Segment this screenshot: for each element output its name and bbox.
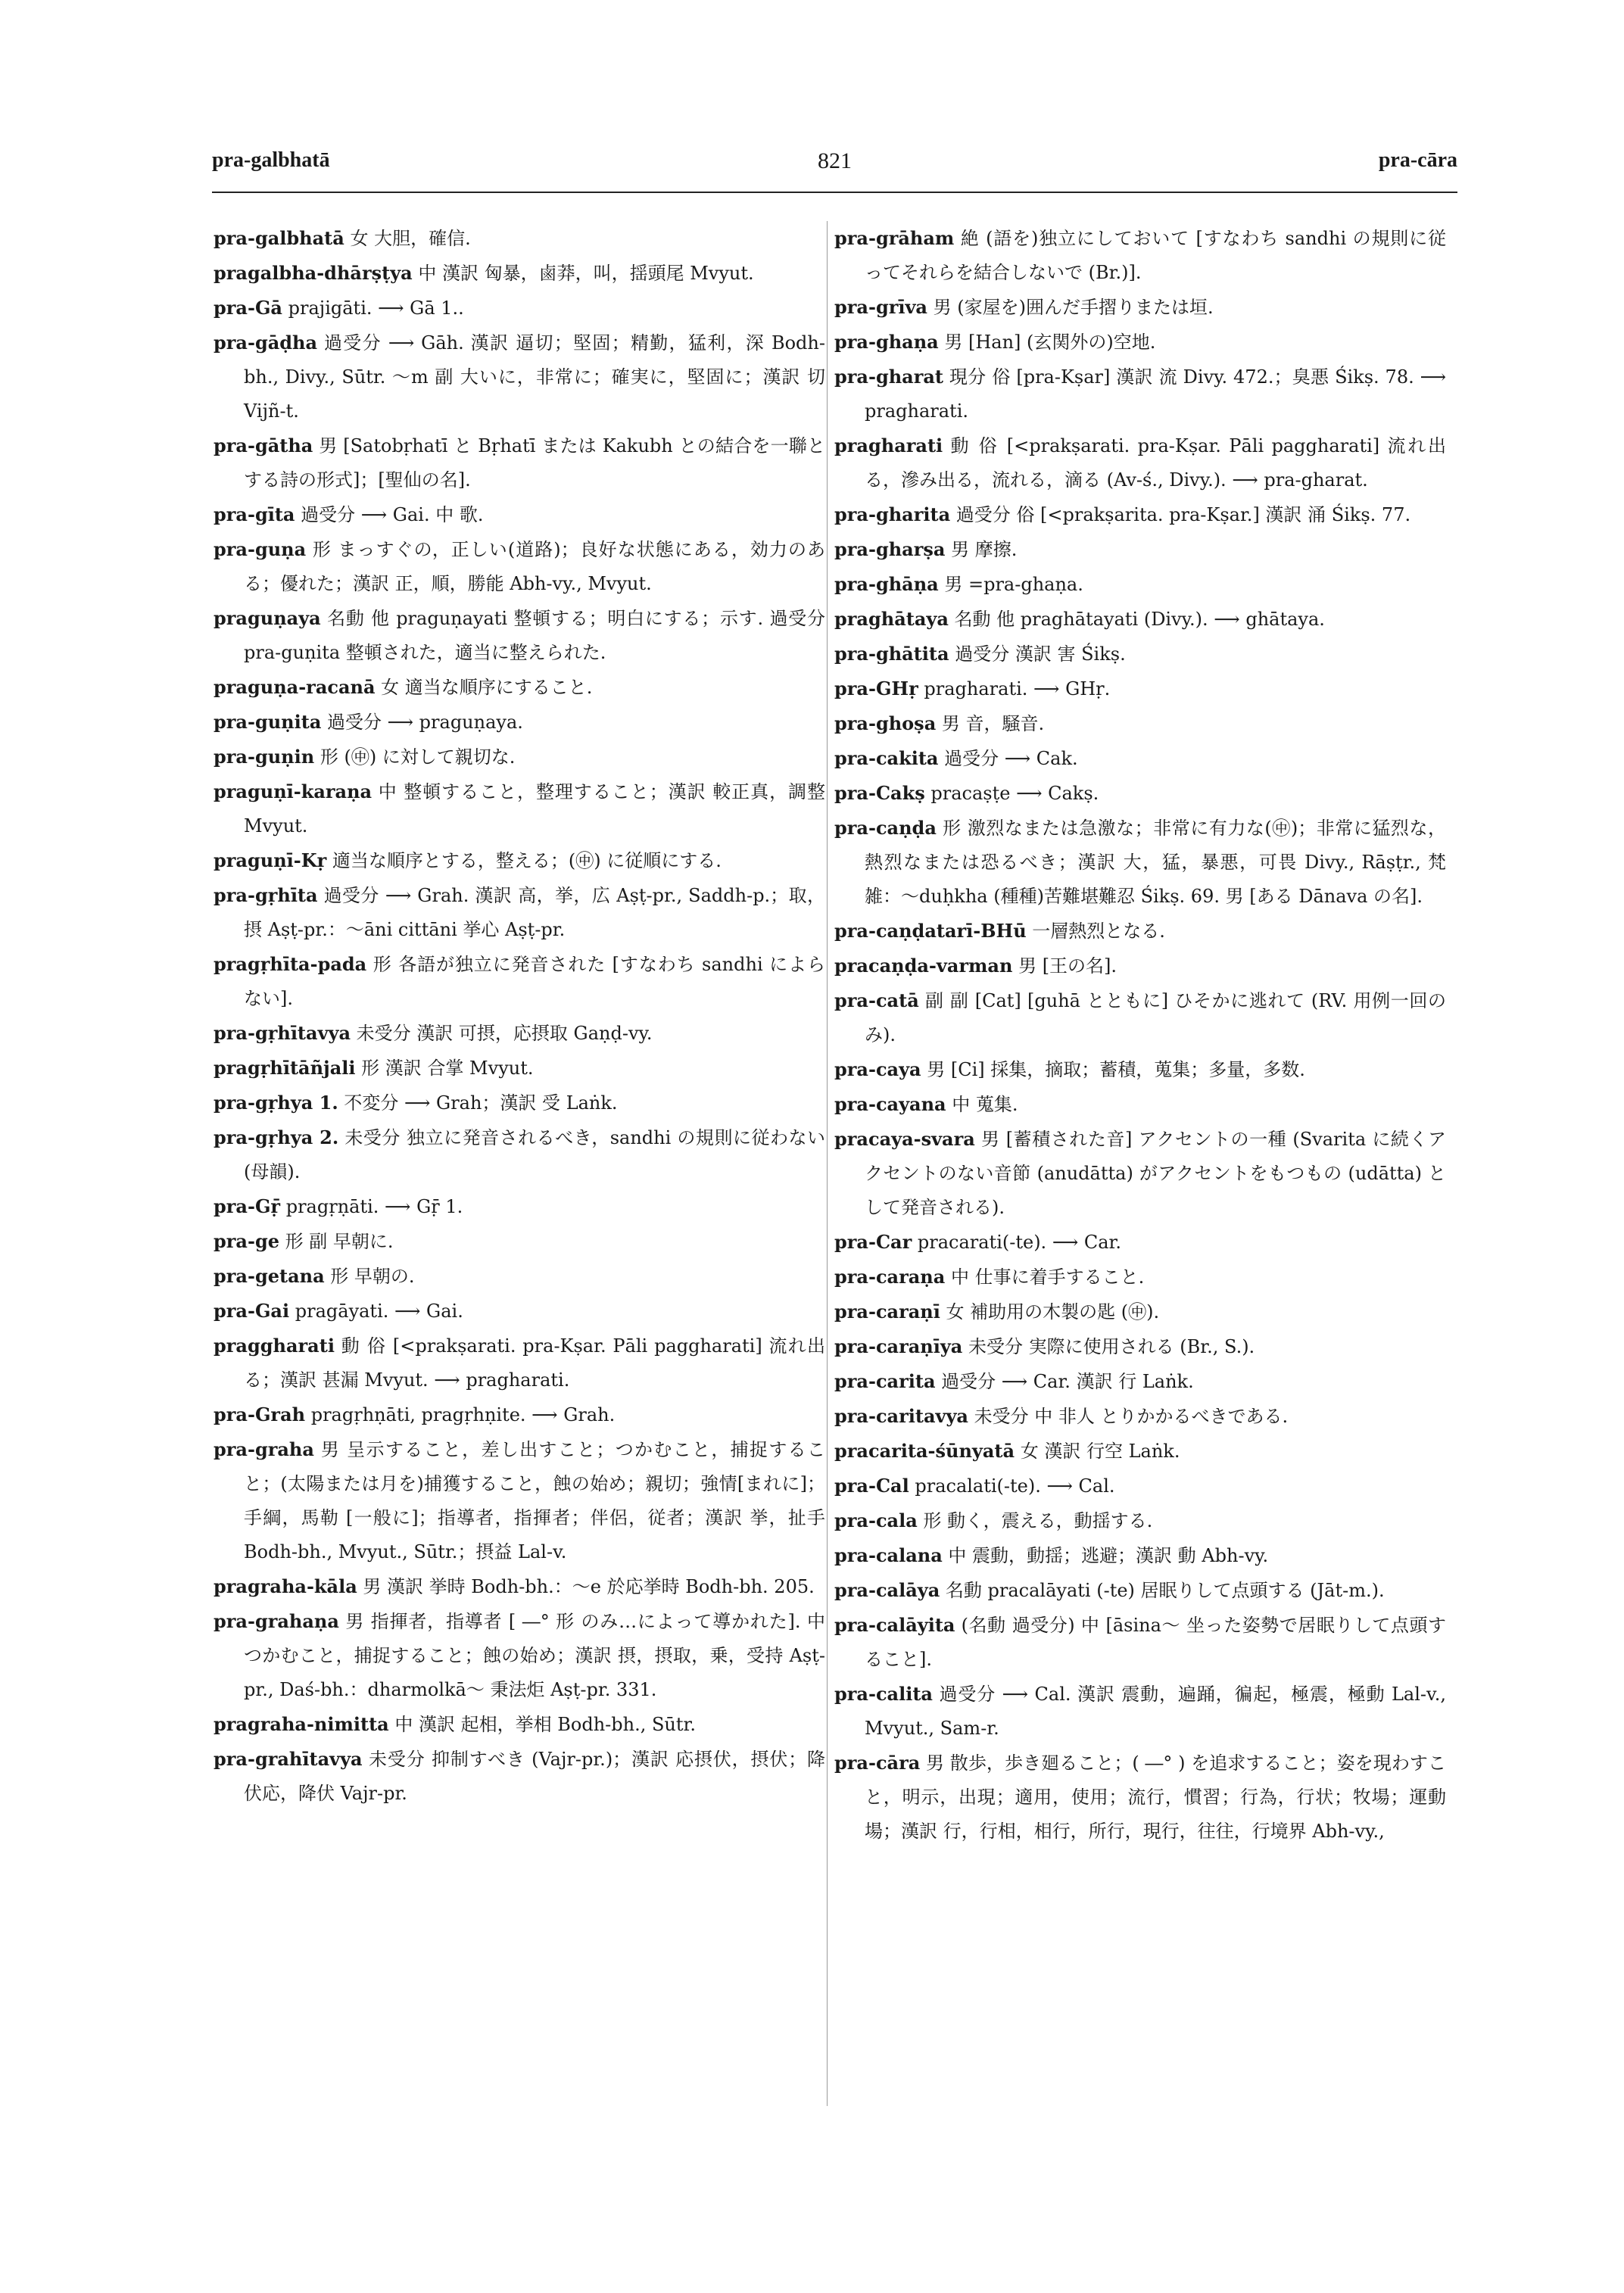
dictionary-entry xyxy=(834,671,1446,706)
entry-definition: 男 =pra-ghaṇa. xyxy=(944,574,1083,595)
entry-headword: pra-ghātita xyxy=(834,643,949,665)
entry-definition: 過受分 ⟶ Gāh. 漢訳 逼切；堅固；精勤，猛利，深 Bodh-bh., Divy., Sūtr. ～m 副 大いに，非常に；確実に，堅固に；漢訳 切 Vijñ-t. xyxy=(244,332,825,422)
entry-definition: 中 蒐集. xyxy=(952,1094,1018,1115)
header-rule xyxy=(212,192,1457,193)
dictionary-entry xyxy=(834,360,1446,428)
entry-definition: 男 [王の名]. xyxy=(1018,955,1117,977)
entry-headword: pra-Cal xyxy=(834,1475,909,1497)
entry-headword: pra-caya xyxy=(834,1058,921,1080)
dictionary-entry xyxy=(214,774,825,843)
entry-headword: pra-grāham xyxy=(834,227,955,249)
entry-definition: 男 [Ci] 採集，摘取；蓄積，蒐集；多量，多数. xyxy=(927,1059,1305,1080)
entry-definition: 中 震動，動揺；逃避；漢訳 動 Abh-vy. xyxy=(948,1545,1269,1566)
entry-headword: pragṛhītāñjali xyxy=(214,1057,356,1079)
entry-headword: pracarita-śūnyatā xyxy=(834,1440,1015,1462)
entry-headword: pra-caritavya xyxy=(834,1405,968,1427)
dictionary-entry xyxy=(214,1189,825,1224)
dictionary-entry xyxy=(214,601,825,670)
entry-definition: 男 呈示すること，差し出すこと；つかむこと，捕捉すること；(太陽または月を)捕獲すること，蝕の始め；親切；強情[まれに]；手綱，馬勒 [一般に]；指導者，指揮者；伴侶，従者；漢訳 挙，扯手 Bodh-bh., Mvyut., Sūtr.；摂益 Lal-v. xyxy=(244,1439,825,1562)
dictionary-entry xyxy=(834,1608,1446,1677)
entry-headword: pra-getana xyxy=(214,1265,325,1287)
entry-headword: praggharati xyxy=(214,1335,335,1357)
entry-definition: 男 [Satobṛhatī と Bṛhatī または Kakubh との結合を一聯とする詩の形式]；[聖仙の名]. xyxy=(244,435,825,491)
entry-headword: pra-catā xyxy=(834,989,919,1011)
dictionary-entry xyxy=(214,670,825,705)
dictionary-entry xyxy=(214,1742,825,1811)
entry-definition: 不変分 ⟶ Grah；漢訳 受 Laṅk. xyxy=(344,1092,618,1114)
entry-headword: pra-caṇḍatarī-BHū xyxy=(834,920,1027,942)
entry-definition: 名動 他 praguṇayati 整頓する；明白にする；示す. 過受分 pra-guṇita 整頓された，適当に整えられた. xyxy=(244,608,825,663)
dictionary-entry xyxy=(214,1329,825,1397)
entry-definition: 男 散歩，歩き廻ること；( ―° ) を追求すること；姿を現わすこと，明示，出現；適用，使用；流行，慣習；行為，行状；牧場；運動場；漢訳 行，行相，相行，所行，現行，往往，行境界 Abh-vy., xyxy=(865,1752,1446,1842)
dictionary-entry xyxy=(834,1538,1446,1573)
entry-definition: 形 漢訳 合掌 Mvyut. xyxy=(361,1058,534,1079)
entry-headword: pra-Gṝ xyxy=(214,1195,281,1217)
dictionary-entry xyxy=(834,811,1446,914)
entry-headword: praguṇaya xyxy=(214,607,321,629)
entry-definition: 形 まっすぐの，正しい(道路)；良好な状態にある，効力のある；優れた；漢訳 正，順，勝能 Abh-vy., Mvyut. xyxy=(244,539,825,594)
entry-headword: pra-guṇita xyxy=(214,711,322,733)
entry-definition: 形 各語が独立に発音された [すなわち sandhi によらない]. xyxy=(244,954,825,1009)
entry-headword: pra-guṇa xyxy=(214,538,307,560)
dictionary-entry xyxy=(214,256,825,291)
entry-definition: pragṛhṇāti, pragṛhṇite. ⟶ Grah. xyxy=(310,1404,616,1425)
dictionary-entry xyxy=(214,326,825,428)
entry-definition: 中 漢訳 起相，挙相 Bodh-bh., Sūtr. xyxy=(394,1714,696,1735)
dictionary-entry xyxy=(834,637,1446,671)
dictionary-entry xyxy=(214,1604,825,1707)
entry-headword: pra-calana xyxy=(834,1544,943,1566)
entry-headword: pra-grahītavya xyxy=(214,1748,363,1770)
entry-headword: pra-carita xyxy=(834,1370,936,1392)
entry-definition: 動 俗 [<prakṣarati. pra-Kṣar. Pāli paggharati] 流れ出る；漢訳 甚漏 Mvyut. ⟶ pragharati. xyxy=(244,1335,825,1391)
entry-definition: pragṛṇāti. ⟶ Gṝ 1. xyxy=(285,1196,463,1217)
entry-headword: pra-cayana xyxy=(834,1093,946,1115)
entry-headword: pra-Gā xyxy=(214,297,282,319)
entry-headword: pra-gāḍha xyxy=(214,332,318,354)
entry-definition: pragharati. ⟶ GHṛ. xyxy=(924,678,1111,699)
entry-headword: pra-cāra xyxy=(834,1752,921,1774)
dictionary-entry xyxy=(214,1707,825,1742)
dictionary-entry xyxy=(214,291,825,326)
entry-headword: pra-gharṣa xyxy=(834,538,946,560)
entry-headword: pragharati xyxy=(834,435,943,456)
dictionary-entry xyxy=(214,428,825,497)
entry-headword: pra-gharat xyxy=(834,366,943,388)
entry-headword: pra-Gai xyxy=(214,1300,290,1322)
entry-definition: 現分 俗 [pra-Kṣar] 漢訳 流 Divy. 472.；臭悪 Śikṣ. 78. ⟶ pragharati. xyxy=(865,366,1446,422)
dictionary-entry xyxy=(214,1569,825,1604)
dictionary-entry xyxy=(834,1573,1446,1608)
entry-definition: 男 摩擦. xyxy=(951,539,1018,560)
entry-definition: 中 整頓すること，整理すること；漢訳 較正真，調整 Mvyut. xyxy=(244,781,825,837)
dictionary-entry xyxy=(834,1260,1446,1294)
dictionary-entry xyxy=(214,1016,825,1051)
dictionary-entry xyxy=(834,1399,1446,1434)
entry-headword: pra-caṇḍa xyxy=(834,817,937,839)
dictionary-entry xyxy=(214,1397,825,1432)
dictionary-entry xyxy=(834,1087,1446,1122)
entry-headword: pracaya-svara xyxy=(834,1128,975,1150)
entry-headword: pra-gātha xyxy=(214,435,313,456)
dictionary-entry xyxy=(834,325,1446,360)
dictionary-entry xyxy=(834,290,1446,325)
dictionary-entry xyxy=(214,705,825,740)
dictionary-entry xyxy=(834,567,1446,602)
entry-definition: 形 副 早朝に. xyxy=(285,1231,394,1252)
entry-headword: pra-gīta xyxy=(214,503,295,525)
dictionary-entry xyxy=(214,221,825,256)
entry-headword: pra-grīva xyxy=(834,296,927,318)
entry-headword: pra-GHṛ xyxy=(834,678,918,699)
dictionary-entry xyxy=(834,428,1446,497)
entry-definition: 女 漢訳 行空 Laṅk. xyxy=(1020,1441,1180,1462)
entry-definition: 女 適当な順序にすること. xyxy=(381,677,593,698)
entry-headword: pragṛhīta-pada xyxy=(214,953,367,975)
dictionary-entry xyxy=(214,843,825,878)
entry-definition: 中 仕事に着手すること. xyxy=(950,1266,1145,1288)
entry-headword: pra-galbhatā xyxy=(214,227,344,249)
dictionary-entry xyxy=(834,1503,1446,1538)
entry-definition: 女 補助用の木製の匙 (㊥). xyxy=(946,1301,1160,1323)
entry-definition: 過受分 ⟶ Cal. 漢訳 震動，遍踊，徧起，極震，極動 Lal-v., Mvyut., Sam-r. xyxy=(865,1684,1446,1739)
entry-definition: 男 指揮者，指導者 [ ―° 形 のみ…によって導かれた]. 中 つかむこと，捕捉すること；蝕の始め；漢訳 摂，摂取，乗，受持 Aṣṭ-pr., Daś-bh.：dharmolkā～ 秉法炬 Aṣṭ-pr. 331. xyxy=(244,1611,825,1700)
dictionary-entry xyxy=(834,741,1446,776)
entry-headword: pra-ghoṣa xyxy=(834,712,937,734)
dictionary-entry xyxy=(214,1120,825,1189)
dictionary-entry xyxy=(834,983,1446,1052)
entry-headword: pra-gṛhya 1. xyxy=(214,1092,338,1114)
dictionary-entry xyxy=(214,1224,825,1259)
entry-headword: pra-caraṇī xyxy=(834,1301,940,1323)
dictionary-entry xyxy=(834,1122,1446,1225)
entry-headword: pra-Car xyxy=(834,1231,912,1253)
dictionary-entry xyxy=(214,1432,825,1569)
entry-headword: praguṇī-karaṇa xyxy=(214,780,372,802)
entry-headword: pra-cala xyxy=(834,1509,918,1531)
entry-definition: 形 (㊥) に対して親切な. xyxy=(320,746,516,768)
entry-definition: 過受分 ⟶ Gai. 中 歌. xyxy=(301,504,484,525)
dictionary-entry xyxy=(834,1225,1446,1260)
entry-headword: pra-gṛhītavya xyxy=(214,1022,351,1044)
entry-definition: pragāyati. ⟶ Gai. xyxy=(295,1301,463,1322)
entry-headword: pracaṇḍa-varman xyxy=(834,955,1013,977)
entry-definition: prajigāti. ⟶ Gā 1.. xyxy=(288,298,464,319)
entry-definition: 一層熱烈となる. xyxy=(1032,921,1165,942)
entry-definition: 男 [Han] (玄関外の)空地. xyxy=(944,332,1156,353)
entry-headword: pra-grahaṇa xyxy=(214,1610,339,1632)
entry-headword: pra-calita xyxy=(834,1683,933,1705)
entry-headword: pra-gṛhīta xyxy=(214,884,318,906)
entry-definition: 男 [蓄積された音] アクセントの一種 (Svarita に続くアクセントのない音節 (anudātta) がアクセントをもつもの (udātta) として発音される). xyxy=(865,1129,1446,1218)
dictionary-entry xyxy=(214,532,825,601)
page-number: 821 xyxy=(818,148,852,173)
entry-headword: pra-cakita xyxy=(834,747,939,769)
dictionary-entry xyxy=(214,1294,825,1329)
dictionary-entry xyxy=(834,1746,1446,1849)
dictionary-entry xyxy=(834,1052,1446,1087)
entry-headword: pra-calāyita xyxy=(834,1614,955,1636)
dictionary-entry xyxy=(214,1051,825,1086)
entry-headword: praghātaya xyxy=(834,608,949,630)
dictionary-entry xyxy=(834,776,1446,811)
entry-definition: 過受分 漢訳 害 Śikṣ. xyxy=(955,643,1126,665)
dictionary-entry xyxy=(214,1259,825,1294)
dictionary-entry xyxy=(834,1434,1446,1469)
dictionary-entry xyxy=(834,602,1446,637)
entry-definition: pracarati(-te). ⟶ Car. xyxy=(917,1232,1121,1253)
entry-definition: 名動 pracalāyati (-te) 居眠りして点頭する (Jāt-m.). xyxy=(945,1580,1385,1601)
dictionary-entry xyxy=(834,1469,1446,1503)
entry-definition: 形 激烈なまたは急激な；非常に有力な(㊥)；非常に猛烈な，熱烈なまたは恐るべき；漢訳 大，猛，暴悪，可畏 Divy., Rāṣṭr., 梵雑：～duḥkha (種種)苦難堪難忍 Śikṣ. 69. 男 [ある Dānava の名]. xyxy=(865,818,1446,907)
entry-headword: pragraha-nimitta xyxy=(214,1713,389,1735)
entry-headword: pra-ghaṇa xyxy=(834,331,939,353)
running-head xyxy=(212,148,1457,186)
entry-definition: 未受分 中 非人 とりかかるべきである. xyxy=(974,1406,1289,1427)
entry-headword: pra-guṇin xyxy=(214,746,315,768)
entry-headword: pra-gṛhya 2. xyxy=(214,1126,339,1148)
entry-definition: 動 俗 [<prakṣarati. pra-Kṣar. Pāli paggharati] 流れ出る，滲み出る，流れる，滴る (Av-ś., Divy.). ⟶ pra-gharat. xyxy=(865,435,1446,491)
entry-definition: pracaṣṭe ⟶ Cakṣ. xyxy=(930,783,1099,804)
dictionary-entry xyxy=(214,947,825,1016)
entry-headword: pra-ghāṇa xyxy=(834,573,939,595)
entry-headword: pra-calāya xyxy=(834,1579,940,1601)
entry-definition: 過受分 ⟶ Grah. 漢訳 高，挙，広 Aṣṭ-pr., Saddh-p.；取，摂 Aṣṭ-pr.：～āni cittāni 挙心 Aṣṭ-pr. xyxy=(244,885,825,940)
entry-headword: pra-caraṇa xyxy=(834,1266,946,1288)
entry-definition: 女 大胆，確信. xyxy=(350,228,471,249)
entry-definition: 名動 他 praghātayati (Divy.). ⟶ ghātaya. xyxy=(954,609,1325,630)
column-divider xyxy=(827,221,828,2106)
entry-definition: 過受分 俗 [<prakṣarita. pra-Kṣar.] 漢訳 涌 Śikṣ. 77. xyxy=(955,504,1411,525)
dictionary-entry xyxy=(834,1329,1446,1364)
left-column xyxy=(214,221,825,1811)
dictionary-entry xyxy=(214,497,825,532)
entry-definition: 絶 (語を)独立にしておいて [すなわち sandhi の規則に従ってそれらを結合しないで (Br.)]. xyxy=(865,228,1446,283)
entry-definition: 形 動く，震える，動揺する. xyxy=(923,1510,1153,1531)
dictionary-entry xyxy=(834,706,1446,741)
dictionary-entry xyxy=(834,1677,1446,1746)
dictionary-entry xyxy=(214,878,825,947)
entry-definition: 適当な順序とする，整える；(㊥) に従順にする. xyxy=(332,850,722,871)
entry-definition: 男 漢訳 挙時 Bodh-bh.：～e 於応挙時 Bodh-bh. 205. xyxy=(363,1576,815,1597)
entry-headword: pragraha-kāla xyxy=(214,1575,357,1597)
entry-definition: 男 音，騒音. xyxy=(941,713,1045,734)
right-column xyxy=(834,221,1446,1849)
entry-definition: 未受分 独立に発音されるべき，sandhi の規則に従わない(母韻). xyxy=(244,1127,825,1182)
dictionary-entry xyxy=(834,221,1446,290)
dictionary-entry xyxy=(834,532,1446,567)
dictionary-entry xyxy=(834,1364,1446,1399)
dictionary-entry xyxy=(214,740,825,774)
entry-headword: pra-Grah xyxy=(214,1404,306,1425)
entry-definition: 過受分 ⟶ Cak. xyxy=(944,748,1078,769)
entry-headword: praguṇī-Kṛ xyxy=(214,849,327,871)
entry-headword: pra-graha xyxy=(214,1438,314,1460)
entry-definition: 未受分 実際に使用される (Br., S.). xyxy=(968,1336,1255,1357)
entry-headword: pra-gharita xyxy=(834,503,951,525)
dictionary-entry xyxy=(214,1086,825,1120)
dictionary-entry xyxy=(834,1294,1446,1329)
entry-definition: 副 副 [Cat] [guhā とともに] ひそかに逃れて (RV. 用例一回のみ). xyxy=(865,990,1446,1045)
entry-definition: 過受分 ⟶ Car. 漢訳 行 Laṅk. xyxy=(941,1371,1194,1392)
entry-headword: pra-ge xyxy=(214,1230,279,1252)
dictionary-entry xyxy=(834,914,1446,949)
dictionary-entry xyxy=(834,949,1446,983)
entry-definition: 中 漢訳 匈暴，鹵莽，叫，揺頭尾 Mvyut. xyxy=(418,263,754,284)
entry-headword: pra-Cakṣ xyxy=(834,782,925,804)
entry-definition: 男 (家屋を)囲んだ手摺りまたは垣. xyxy=(933,297,1214,318)
entry-definition: 過受分 ⟶ praguṇaya. xyxy=(327,712,523,733)
entry-definition: pracalati(-te). ⟶ Cal. xyxy=(915,1475,1115,1497)
entry-headword: pragalbha-dhārṣṭya xyxy=(214,262,413,284)
entry-headword: pra-caraṇīya xyxy=(834,1335,963,1357)
left-guide-word: pra-galbhatā xyxy=(212,148,330,172)
entry-definition: (名動 過受分) 中 [āsina～ 坐った姿勢で居眠りして点頭すること]. xyxy=(865,1615,1446,1670)
entry-definition: 形 早朝の. xyxy=(330,1266,415,1287)
entry-definition: 未受分 抑制すべき (Vajr-pr.)；漢訳 応摂伏，摂伏；降伏応，降伏 Vajr-pr. xyxy=(244,1749,825,1804)
entry-headword: praguṇa-racanā xyxy=(214,676,376,698)
right-guide-word: pra-cāra xyxy=(1378,148,1457,172)
dictionary-entry xyxy=(834,497,1446,532)
entry-definition: 未受分 漢訳 可摂，応摂取 Gaṇḍ-vy. xyxy=(356,1023,653,1044)
